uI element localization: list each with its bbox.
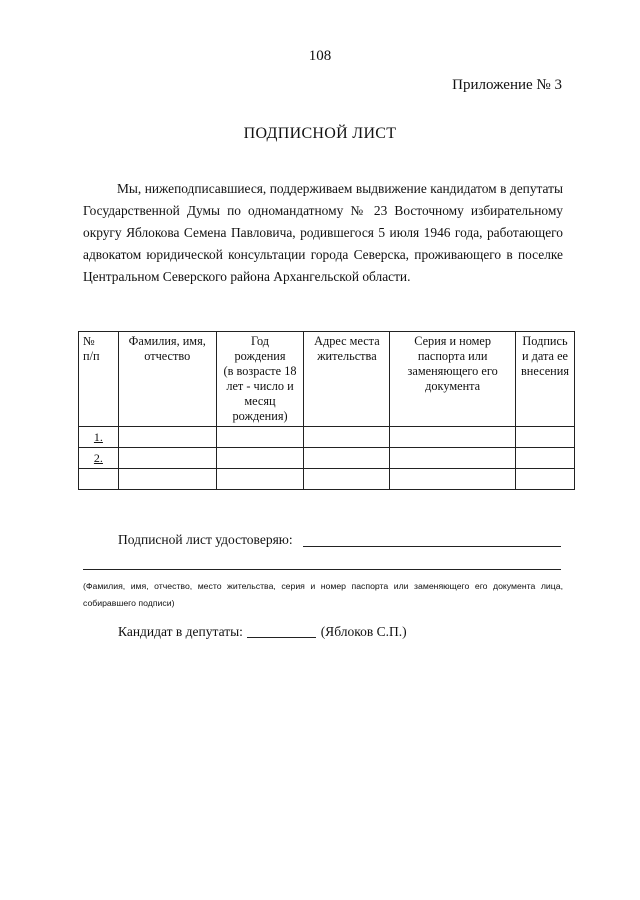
header-signature: Подпись и дата ее внесения [515, 332, 574, 427]
cell-full-name [118, 448, 216, 469]
header-passport: Серия и номер паспорта или заменяющего его документа [390, 332, 516, 427]
document-title: ПОДПИСНОЙ ЛИСТ [243, 125, 397, 142]
table-header-row [79, 332, 575, 427]
table-row [79, 469, 575, 490]
table-row [79, 427, 575, 448]
cell-signature [515, 427, 574, 448]
cell-address [304, 448, 390, 469]
candidate-signature-blank [247, 637, 316, 638]
cell-signature [515, 469, 574, 490]
cell-address [304, 427, 390, 448]
header-number: № п/п [79, 332, 119, 427]
certifier-footnote: (Фамилия, имя, отчество, место жительства, серия и номер паспорта или заменяющего его документа лица, собиравшего подписи) [83, 581, 563, 608]
candidate-name: (Яблоков С.П.) [320, 624, 407, 639]
cell-full-name [118, 427, 216, 448]
cell-birth-year [216, 427, 304, 448]
cell-full-name [118, 469, 216, 490]
row-number [79, 469, 119, 490]
appendix-label: Приложение № 3 [452, 77, 562, 93]
certifier-details-line [83, 569, 561, 570]
intro-paragraph: Мы, нижеподписавшиеся, поддерживаем выдвижение кандидатом в депутаты Государственной Думы по одномандатному № 23 Восточному избирательному округу Яблокова Семена Павловича, родившегося 5 июля 1946 года, работающего адвокатом юридической консультации города Северска, проживающего в поселке Центральном Северского района Архангельской области. [83, 181, 563, 284]
cell-passport [390, 469, 516, 490]
cell-passport [390, 427, 516, 448]
cell-address [304, 469, 390, 490]
certify-label: Подписной лист удостоверяю: [118, 532, 293, 547]
header-full-name: Фамилия, имя, отчество [118, 332, 216, 427]
table-row [79, 448, 575, 469]
page-number: 108 [308, 48, 332, 64]
row-number: 2. [79, 448, 119, 469]
signature-table [78, 331, 575, 490]
row-number: 1. [79, 427, 119, 448]
certifier-line [303, 546, 561, 547]
cell-birth-year [216, 469, 304, 490]
candidate-label: Кандидат в депутаты: [118, 624, 243, 639]
cell-birth-year [216, 448, 304, 469]
cell-passport [390, 448, 516, 469]
header-address: Адрес места жительства [304, 332, 390, 427]
candidate-line [118, 624, 407, 640]
cell-signature [515, 448, 574, 469]
header-birth-year: Год рождения (в возрасте 18 лет - число и месяц рождения) [216, 332, 304, 427]
